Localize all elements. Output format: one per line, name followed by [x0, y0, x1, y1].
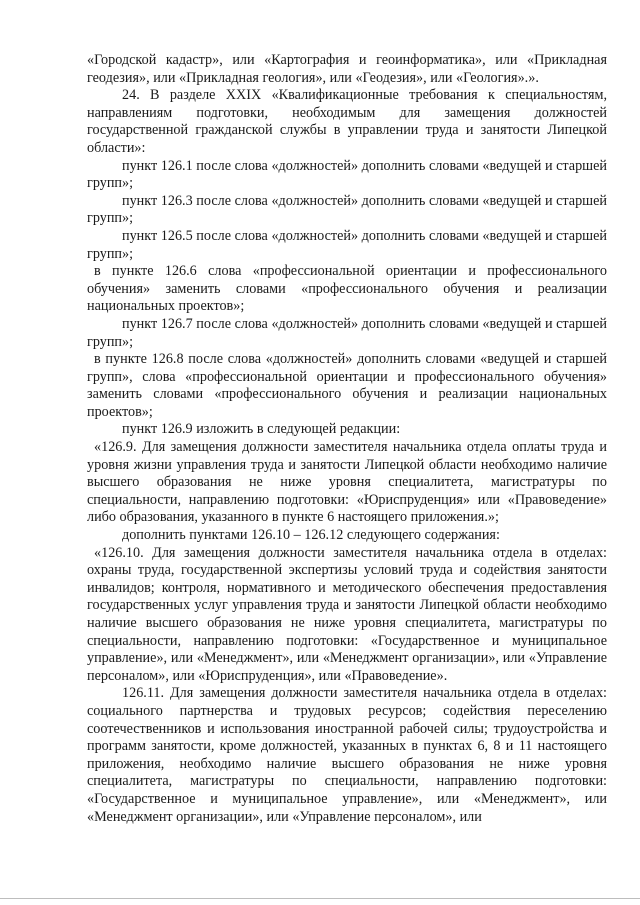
document-body [87, 52, 607, 826]
paragraph-126-8: в пункте 126.8 после слова «должностей» дополнить словами «ведущей и старшей групп», слова «профессиональной ориентации и профессионального обучения» заменить словами «профессионального обучения и реализации национальных проектов»; [87, 351, 607, 420]
paragraph-item-24: 24. В разделе XXIX «Квалификационные требования к специальностям, направлениям подготовки, необходимым для замещения должностей государственной гражданской службы в управлении труда и занятости Липецкой области»: [87, 87, 607, 156]
paragraph-add-items: дополнить пунктами 126.10 – 126.12 следующего содержания: [122, 527, 500, 544]
paragraph-126-11: 126.11. Для замещения должности заместителя начальника отдела в отделах: социального партнерства и трудовых ресурсов; содействия переселению соотечественников и использования иностранной рабочей силы; трудоустройства и программ занятости, кроме должностей, указанных в пунктах 6, 8 и 11 настоящего приложения, необходимо наличие высшего образования не ниже уровня специалитета, магистратуры по специальности, направлению подготовки: «Государственное и муниципальное управление», или «Менеджмент», или «Менеджмент организации», или «Управление персоналом», или [87, 685, 607, 825]
paragraph-126-7: пункт 126.7 после слова «должностей» дополнить словами «ведущей и старшей групп»; [87, 315, 607, 350]
page-bottom-divider [0, 898, 640, 899]
paragraph-126-10: «126.10. Для замещения должности заместителя начальника отдела в отделах: охраны труда, государственной экспертизы условий труда и содействия занятости инвалидов; контроля, нормативного и методического обеспечения предоставления государственных услуг управления труда и занятости Липецкой области необходимо наличие высшего образования не ниже уровня специалитета, магистратуры по специальности, направлению подготовки: «Государственное и муниципальное управление», или «Менеджмент», или «Менеджмент организации», или «Управление персоналом», или «Юриспруденция», или «Правоведение». [87, 544, 607, 684]
paragraph-126-5: пункт 126.5 после слова «должностей» дополнить словами «ведущей и старшей групп»; [87, 227, 607, 262]
paragraph-continuation: «Городской кадастр», или «Картография и геоинформатика», или «Прикладная геодезия», или «Прикладная геология», или «Геодезия», или «Геология».». [87, 52, 607, 86]
paragraph-126-9-text: «126.9. Для замещения должности заместителя начальника отдела оплаты труда и уровня жизни управления труда и занятости Липецкой области необходимо наличие высшего образования не ниже уровня специалитета, магистратуры по специальности, направлению подготовки: «Юриспруденция» или «Правоведение» либо образования, указанного в пункте 6 настоящего приложения.»; [87, 439, 607, 526]
paragraph-126-1: пункт 126.1 после слова «должностей» дополнить словами «ведущей и старшей групп»; [87, 157, 607, 192]
paragraph-126-3: пункт 126.3 после слова «должностей» дополнить словами «ведущей и старшей групп»; [87, 192, 607, 227]
paragraph-126-9-intro: пункт 126.9 изложить в следующей редакции: [122, 421, 401, 438]
paragraph-126-6: в пункте 126.6 слова «профессиональной ориентации и профессионального обучения» заменить словами «профессионального обучения и реализации национальных проектов»; [87, 263, 607, 315]
